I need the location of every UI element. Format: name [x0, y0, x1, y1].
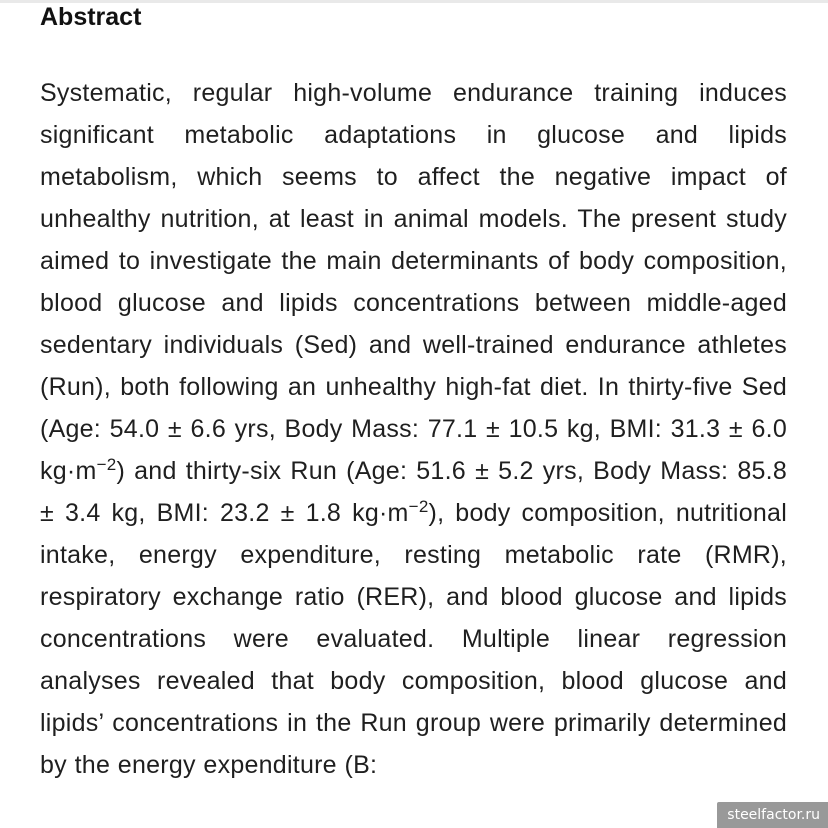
unit-exponent: −2: [96, 455, 117, 474]
abstract-text-part-3: ), body composition, nutritional intake, energy expenditure, resting metabolic rate (RMR), respiratory exchange ratio (RER), and blood glucose and lipids concentrations were evaluated. Multiple linear regression analyses revealed that body composition, blood glucose and lipids’ concentrations in the Run group were primarily determined by the energy expenditure (B:: [40, 499, 787, 779]
abstract-text-part-2: ) and thirty-six Run (Age: 51.6 ± 5.2 yrs, Body Mass: 85.8 ± 3.4 kg, BMI: 23.2 ± 1.8 kg·m: [40, 457, 787, 527]
watermark-badge: steelfactor.ru: [717, 802, 828, 828]
abstract-text-part-1: Systematic, regular high-volume endurance training induces significant metabolic adaptations in glucose and lipids metabolism, which seems to affect the negative impact of unhealthy nutrition, at least in animal models. The present study aimed to investigate the main determinants of body composition, blood glucose and lipids concentrations between middle-aged sedentary individuals (Sed) and well-trained endurance athletes (Run), both following an unhealthy high-fat diet. In thirty-five Sed (Age: 54.0 ± 6.6 yrs, Body Mass: 77.1 ± 10.5 kg, BMI: 31.3 ± 6.0 kg·m: [40, 79, 787, 485]
section-heading: Abstract: [40, 3, 142, 31]
abstract-paragraph: [40, 72, 787, 786]
unit-exponent: −2: [408, 497, 429, 516]
